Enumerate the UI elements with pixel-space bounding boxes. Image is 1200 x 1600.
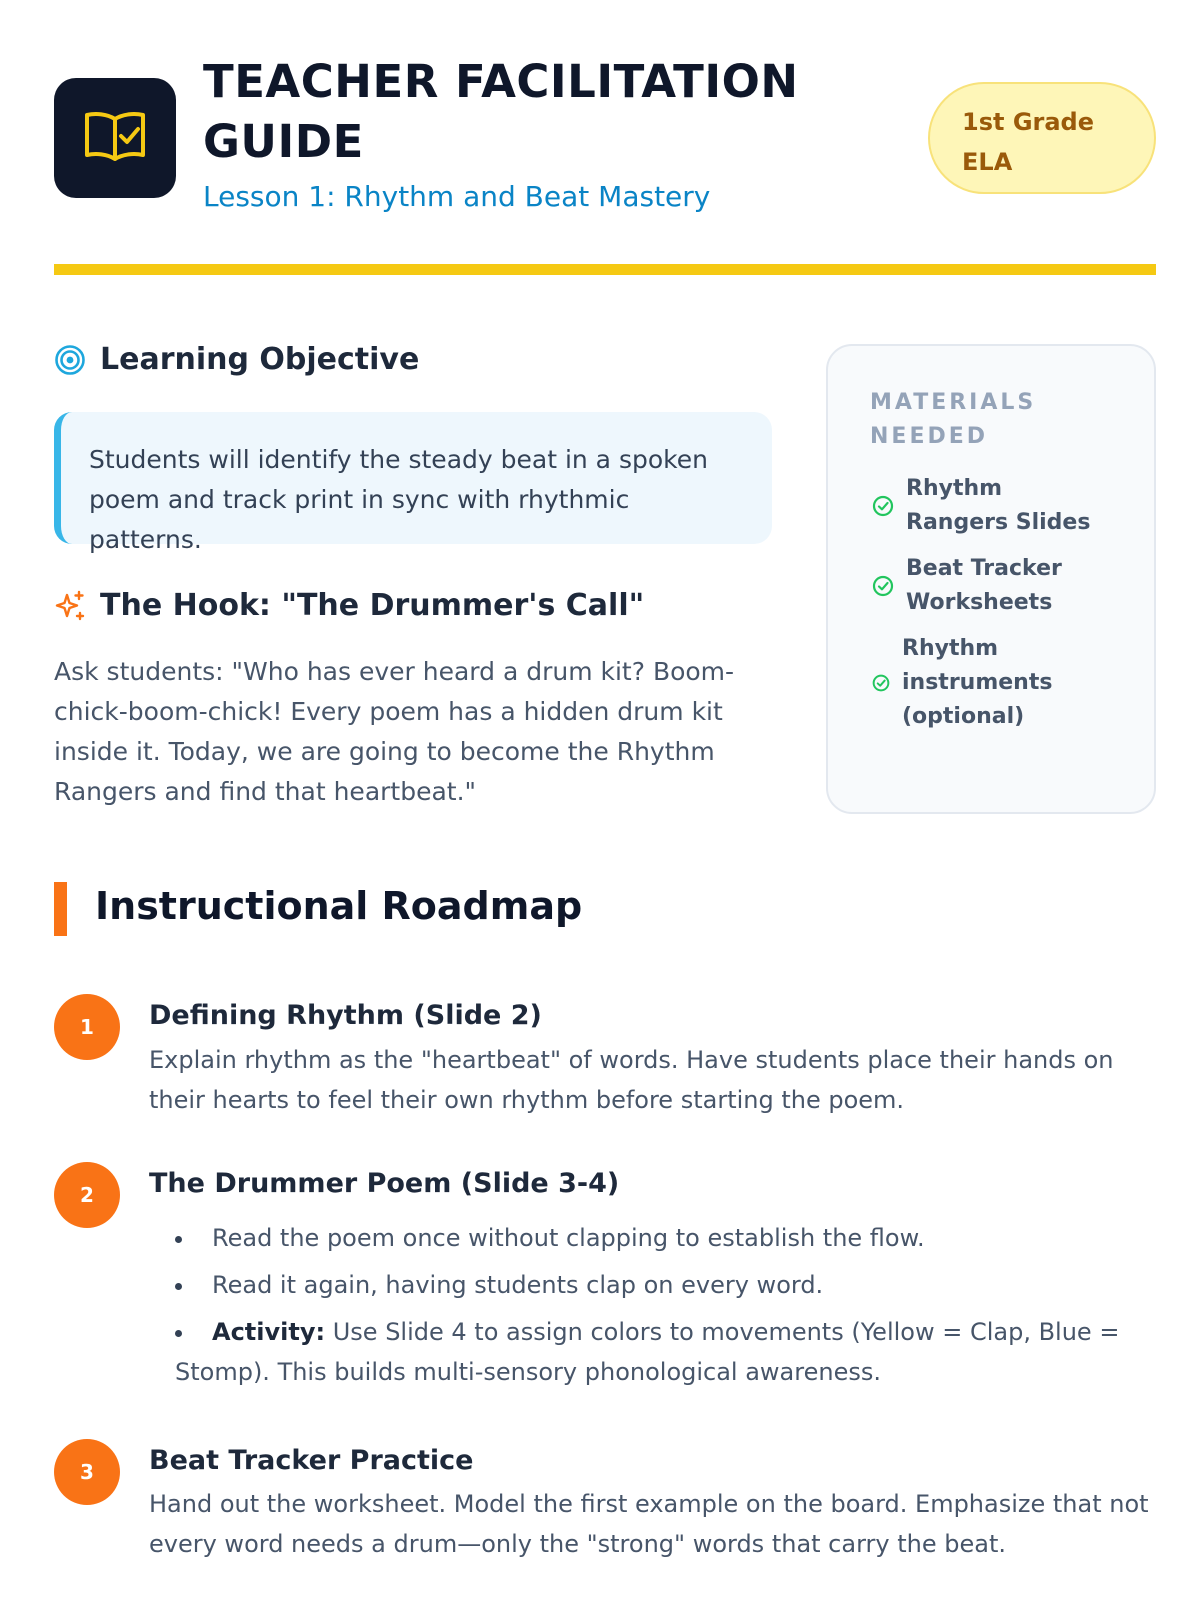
bullet-dot: [175, 1283, 182, 1290]
check-circle-icon: [872, 495, 894, 517]
materials-item-label: Beat Tracker Worksheets: [906, 556, 1062, 615]
hook-text: Ask students: "Who has ever heard a drum kit? Boom-chick-boom-chick! Every poem has a hidden drum kit inside it. Today, we are going to become the Rhythm Rangers and find that heartbeat.": [54, 657, 735, 806]
list-item: [175, 1265, 1135, 1305]
materials-item: [872, 632, 1052, 734]
activity-label: Activity:: [212, 1318, 326, 1346]
materials-item: [872, 472, 1106, 540]
bullet-text: Read the poem once without clapping to establish the flow.: [212, 1224, 925, 1252]
book-check-icon: [54, 78, 176, 198]
step-title: Defining Rhythm (Slide 2): [149, 1000, 542, 1031]
sparkles-icon: [54, 590, 86, 622]
materials-card: [826, 344, 1156, 814]
header-divider: [54, 264, 1156, 275]
step-title: Beat Tracker Practice: [149, 1445, 474, 1476]
activity-bullet: [175, 1312, 1135, 1392]
materials-item-label: Rhythm instruments (optional): [902, 636, 1053, 729]
materials-item: [872, 552, 1076, 620]
objective-heading: [54, 342, 419, 377]
bullet-dot: [175, 1330, 182, 1337]
list-item: [175, 1218, 1135, 1258]
step-number-badge: 3: [54, 1439, 120, 1505]
step-number-badge: 2: [54, 1162, 120, 1228]
step-bullet-list: [175, 1218, 1135, 1399]
list-item: [175, 1312, 1135, 1392]
check-circle-icon: [872, 575, 894, 597]
check-circle-icon: [872, 674, 890, 692]
subject-label: ELA: [962, 148, 1013, 176]
objective-text: Students will identify the steady beat in a spoken poem and track print in sync with rhythmic patterns.: [89, 445, 708, 554]
roadmap-title: Instructional Roadmap: [95, 884, 583, 928]
step-description: Hand out the worksheet. Model the first example on the board. Emphasize that not every word needs a drum—only the "strong" words that carry the beat.: [149, 1490, 1149, 1558]
page-title: TEACHER FACILITATION GUIDE: [203, 55, 799, 168]
step-number-badge: 1: [54, 994, 120, 1060]
grade-level: 1st Grade: [962, 108, 1094, 136]
bullet-dot: [175, 1236, 182, 1243]
grade-badge: [928, 82, 1156, 194]
lesson-subtitle: Lesson 1: Rhythm and Beat Mastery: [203, 180, 711, 213]
objective-callout: [54, 412, 772, 554]
step-title: The Drummer Poem (Slide 3-4): [149, 1168, 620, 1199]
bullet-text: Read it again, having students clap on every word.: [212, 1271, 824, 1299]
activity-text: Use Slide 4 to assign colors to movements (Yellow = Clap, Blue = Stomp). This builds multi-sensory phonological awareness.: [175, 1318, 1120, 1386]
step-description: Explain rhythm as the "heartbeat" of words. Have students place their hands on their hearts to feel their own rhythm before starting the poem.: [149, 1046, 1114, 1114]
materials-title: MATERIALS NEEDED: [870, 390, 1037, 449]
hook-heading: [54, 588, 644, 623]
hook-heading-text: The Hook: "The Drummer's Call": [100, 588, 645, 623]
materials-item-label: Rhythm Rangers Slides: [906, 476, 1091, 535]
roadmap-accent-bar: [54, 882, 67, 936]
target-icon: [54, 344, 86, 376]
objective-heading-text: Learning Objective: [100, 342, 420, 377]
